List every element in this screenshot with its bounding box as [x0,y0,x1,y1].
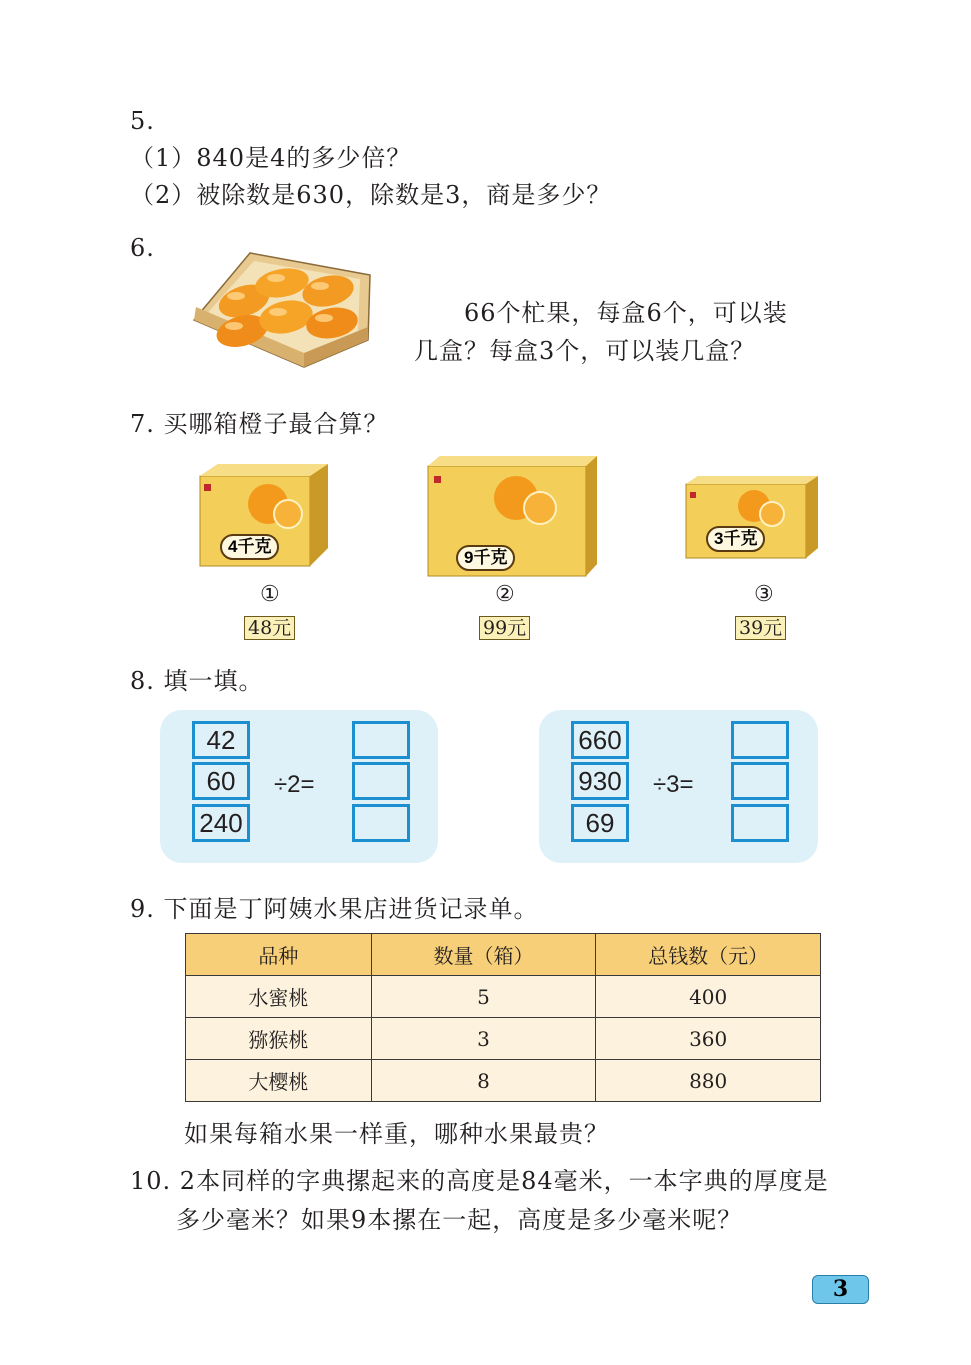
box-count: 8 [371,1060,596,1102]
dividend-cell-5: 930 [571,762,629,800]
q8-title: 8. 填一填。 [130,667,264,695]
q6-line2: 几盒？每盒3个，可以装几盒？ [414,337,756,365]
orange-box-3 [684,474,820,560]
q9-title: 9. 下面是丁阿姨水果店进货记录单。 [130,895,539,923]
q5-part1: （1）840是4的多少倍？ [130,144,412,172]
box-index-3: ③ [754,582,774,607]
answer-box[interactable] [731,721,789,759]
page-number-badge: 3 [812,1275,869,1304]
q6-line1: 66个杧果，每盒6个，可以装 [464,299,788,327]
box-count: 5 [371,976,596,1018]
q7-title: 7. 买哪箱橙子最合算？ [130,410,389,438]
purchase-record-table [185,933,821,1102]
dividend-cell-1: 42 [192,721,250,759]
total-cost: 400 [596,976,821,1018]
answer-box[interactable] [352,762,410,800]
table-row [186,1060,821,1102]
table-row [186,1018,821,1060]
mango-box-image [192,245,372,370]
q10-line2: 多少毫米？如果9本摞在一起，高度是多少毫米呢？ [176,1206,743,1234]
column-header: 数量（箱） [371,934,596,976]
dividend-cell-4: 660 [571,721,629,759]
box-count: 3 [371,1018,596,1060]
q6-number: 6. [130,234,155,262]
column-header: 品种 [186,934,372,976]
price-tag-2: 99元 [479,616,530,640]
total-cost: 880 [596,1060,821,1102]
answer-box[interactable] [352,721,410,759]
answer-box[interactable] [731,804,789,842]
fruit-name: 大樱桃 [186,1060,372,1102]
q5-number: 5. [130,107,155,135]
dividend-cell-3: 240 [192,804,250,842]
divide-by-2-operator: ÷2= [274,771,315,798]
answer-box[interactable] [731,762,789,800]
weight-label-3: 3千克 [706,526,765,552]
box-index-1: ① [260,582,280,607]
dividend-cell-2: 60 [192,762,250,800]
weight-label-2: 9千克 [456,545,515,571]
weight-label-1: 4千克 [220,534,279,560]
price-tag-3: 39元 [735,616,786,640]
divide-by-3-operator: ÷3= [653,771,694,798]
q9-question: 如果每箱水果一样重，哪种水果最贵？ [184,1120,609,1148]
column-header: 总钱数（元） [596,934,821,976]
fruit-name: 水蜜桃 [186,976,372,1018]
total-cost: 360 [596,1018,821,1060]
q10-line1: 10. 2本同样的字典摞起来的高度是84毫米，一本字典的厚度是 [130,1167,829,1195]
orange-box-1 [196,462,330,574]
price-tag-1: 48元 [244,616,295,640]
table-header-row [186,934,821,976]
q5-part2: （2）被除数是630，除数是3，商是多少？ [130,181,612,209]
table-row [186,976,821,1018]
fruit-name: 猕猴桃 [186,1018,372,1060]
box-index-2: ② [495,582,515,607]
answer-box[interactable] [352,804,410,842]
dividend-cell-6: 69 [571,804,629,842]
orange-box-2 [426,454,599,578]
